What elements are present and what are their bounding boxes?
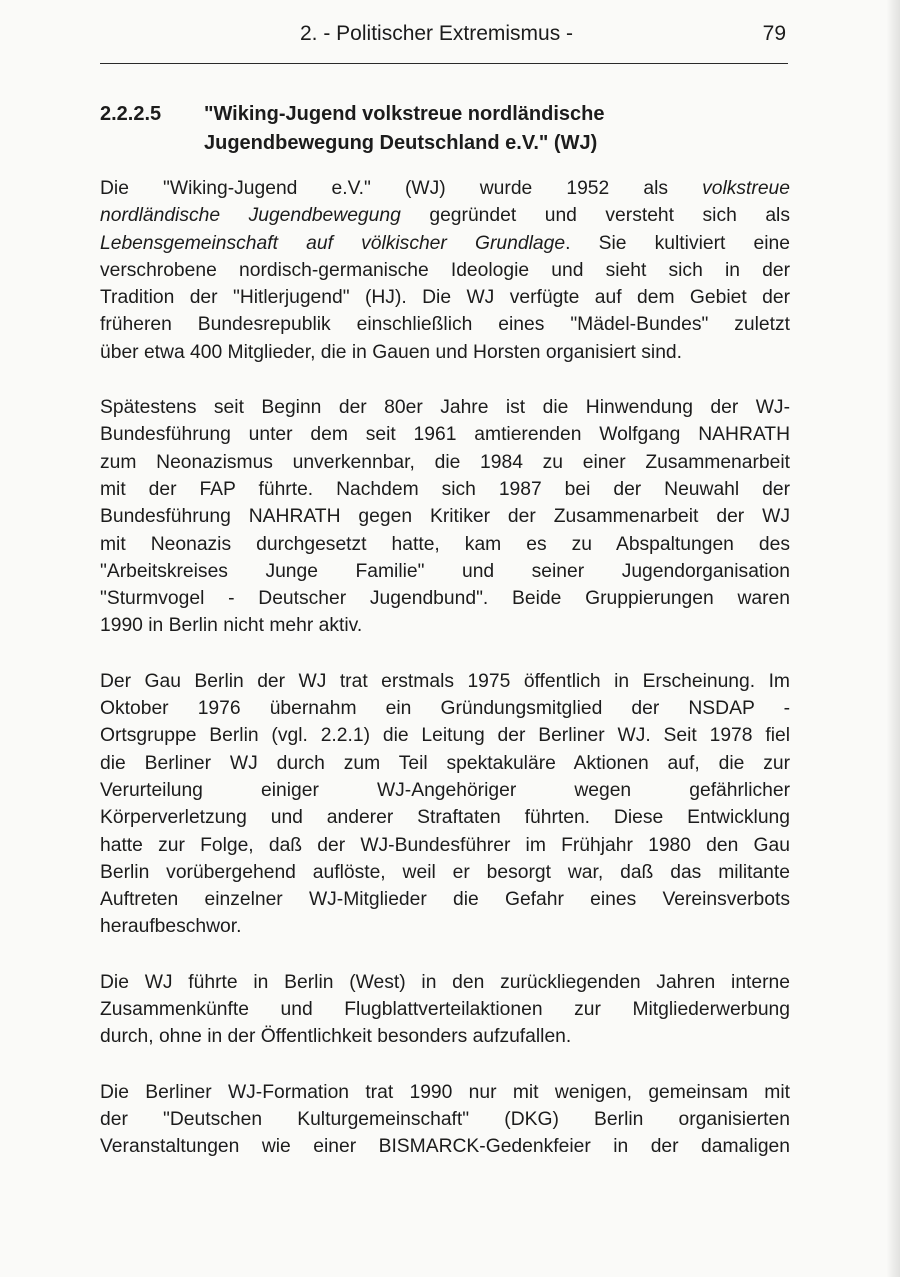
text-span: gegründet und versteht sich als: [400, 205, 790, 227]
text-line: [100, 230, 790, 257]
text-line: Spätestens seit Beginn der 80er Jahre ist die Hinwendung der WJ-: [100, 397, 790, 419]
text-line: mit Neonazis durchgesetzt hatte, kam es zu Abspaltungen des: [100, 533, 790, 555]
text-line: Der Gau Berlin der WJ trat erstmals 1975 öffentlich in Erscheinung. Im: [100, 670, 790, 692]
paragraph-4: [100, 969, 790, 1051]
running-title: 2. - Politischer Extremismus -: [300, 22, 574, 45]
text-line: Zusammenkünfte und Flugblattverteilaktionen zur Mitgliederwerbung: [100, 999, 790, 1021]
section-number: 2.2.2.5: [100, 103, 162, 125]
text-line: verschrobene nordisch-germanische Ideologie und sieht sich in der: [100, 259, 790, 281]
text-line: Verurteilung einiger WJ-Angehöriger wegen gefährlicher: [100, 779, 790, 801]
text-line: Tradition der "Hitlerjugend" (HJ). Die WJ verfügte auf dem Gebiet der: [100, 287, 790, 309]
text-line: Körperverletzung und anderer Straftaten führten. Diese Entwicklung: [100, 807, 790, 829]
body-text: [100, 175, 790, 1189]
text-line: Bundesführung NAHRATH gegen Kritiker der Zusammenarbeit der WJ: [100, 506, 790, 528]
page-header: [100, 18, 790, 54]
text-line: Berlin vorübergehend auflöste, weil er besorgt war, daß das militante: [100, 861, 790, 883]
text-line: "Arbeitskreises Junge Familie" und seiner Jugendorganisation: [100, 560, 790, 582]
paragraph-2: [100, 394, 790, 640]
text-line: über etwa 400 Mitglieder, die in Gauen und Horsten organisiert sind.: [100, 341, 682, 363]
text-line: 1990 in Berlin nicht mehr aktiv.: [100, 615, 363, 637]
section-title: [204, 100, 764, 158]
paragraph-1: [100, 175, 790, 366]
text-line: früheren Bundesrepublik einschließlich eines "Mädel-Bundes" zuletzt: [100, 314, 790, 336]
section-title-line: "Wiking-Jugend volkstreue nordländische: [204, 103, 605, 125]
text-line: die Berliner WJ durch zum Teil spektakuläre Aktionen auf, die zur: [100, 752, 790, 774]
text-line: hatte zur Folge, daß der WJ-Bundesführer im Frühjahr 1980 den Gau: [100, 834, 790, 856]
text-line: "Sturmvogel - Deutscher Jugendbund". Beide Gruppierungen waren: [100, 588, 790, 610]
text-line: mit der FAP führte. Nachdem sich 1987 bei der Neuwahl der: [100, 478, 790, 500]
text-line: [100, 175, 790, 202]
page-number: 79: [762, 22, 786, 45]
text-line: zum Neonazismus unverkennbar, die 1984 zu einer Zusammenarbeit: [100, 451, 790, 473]
text-span: Die "Wiking-Jugend e.V." (WJ) wurde 1952 als: [100, 178, 703, 199]
text-line: durch, ohne in der Öffentlichkeit besonders aufzufallen.: [100, 1026, 572, 1048]
italic-term: nordländische Jugendbewegung: [100, 205, 401, 227]
text-line: Oktober 1976 übernahm ein Gründungsmitglied der NSDAP -: [100, 698, 790, 720]
paragraph-5: [100, 1079, 790, 1161]
text-line: Ortsgruppe Berlin (vgl. 2.2.1) die Leitung der Berliner WJ. Seit 1978 fiel: [100, 725, 790, 747]
text-line: Veranstaltungen wie einer BISMARCK-Gedenkfeier in der damaligen: [100, 1136, 790, 1158]
paragraph-3: [100, 668, 790, 941]
text-line: Die WJ führte in Berlin (West) in den zurückliegenden Jahren interne: [100, 971, 790, 993]
text-line: Die Berliner WJ-Formation trat 1990 nur mit wenigen, gemeinsam mit: [100, 1081, 790, 1103]
text-line: heraufbeschwor.: [100, 916, 242, 938]
text-line: Auftreten einzelner WJ-Mitglieder die Gefahr eines Vereinsverbots: [100, 889, 790, 911]
section-title-line: Jugendbewegung Deutschland e.V." (WJ): [204, 132, 598, 154]
page-edge-shadow: [886, 0, 900, 1277]
text-line: Bundesführung unter dem seit 1961 amtierenden Wolfgang NAHRATH: [100, 424, 790, 446]
italic-term: Lebensgemeinschaft auf völkischer Grundlage: [100, 232, 566, 254]
text-span: . Sie kultiviert eine: [565, 232, 791, 254]
italic-term: volkstreue: [702, 178, 790, 199]
header-rule: [100, 63, 788, 64]
text-line: [100, 202, 790, 229]
text-line: der "Deutschen Kulturgemeinschaft" (DKG) Berlin organisierten: [100, 1108, 790, 1130]
